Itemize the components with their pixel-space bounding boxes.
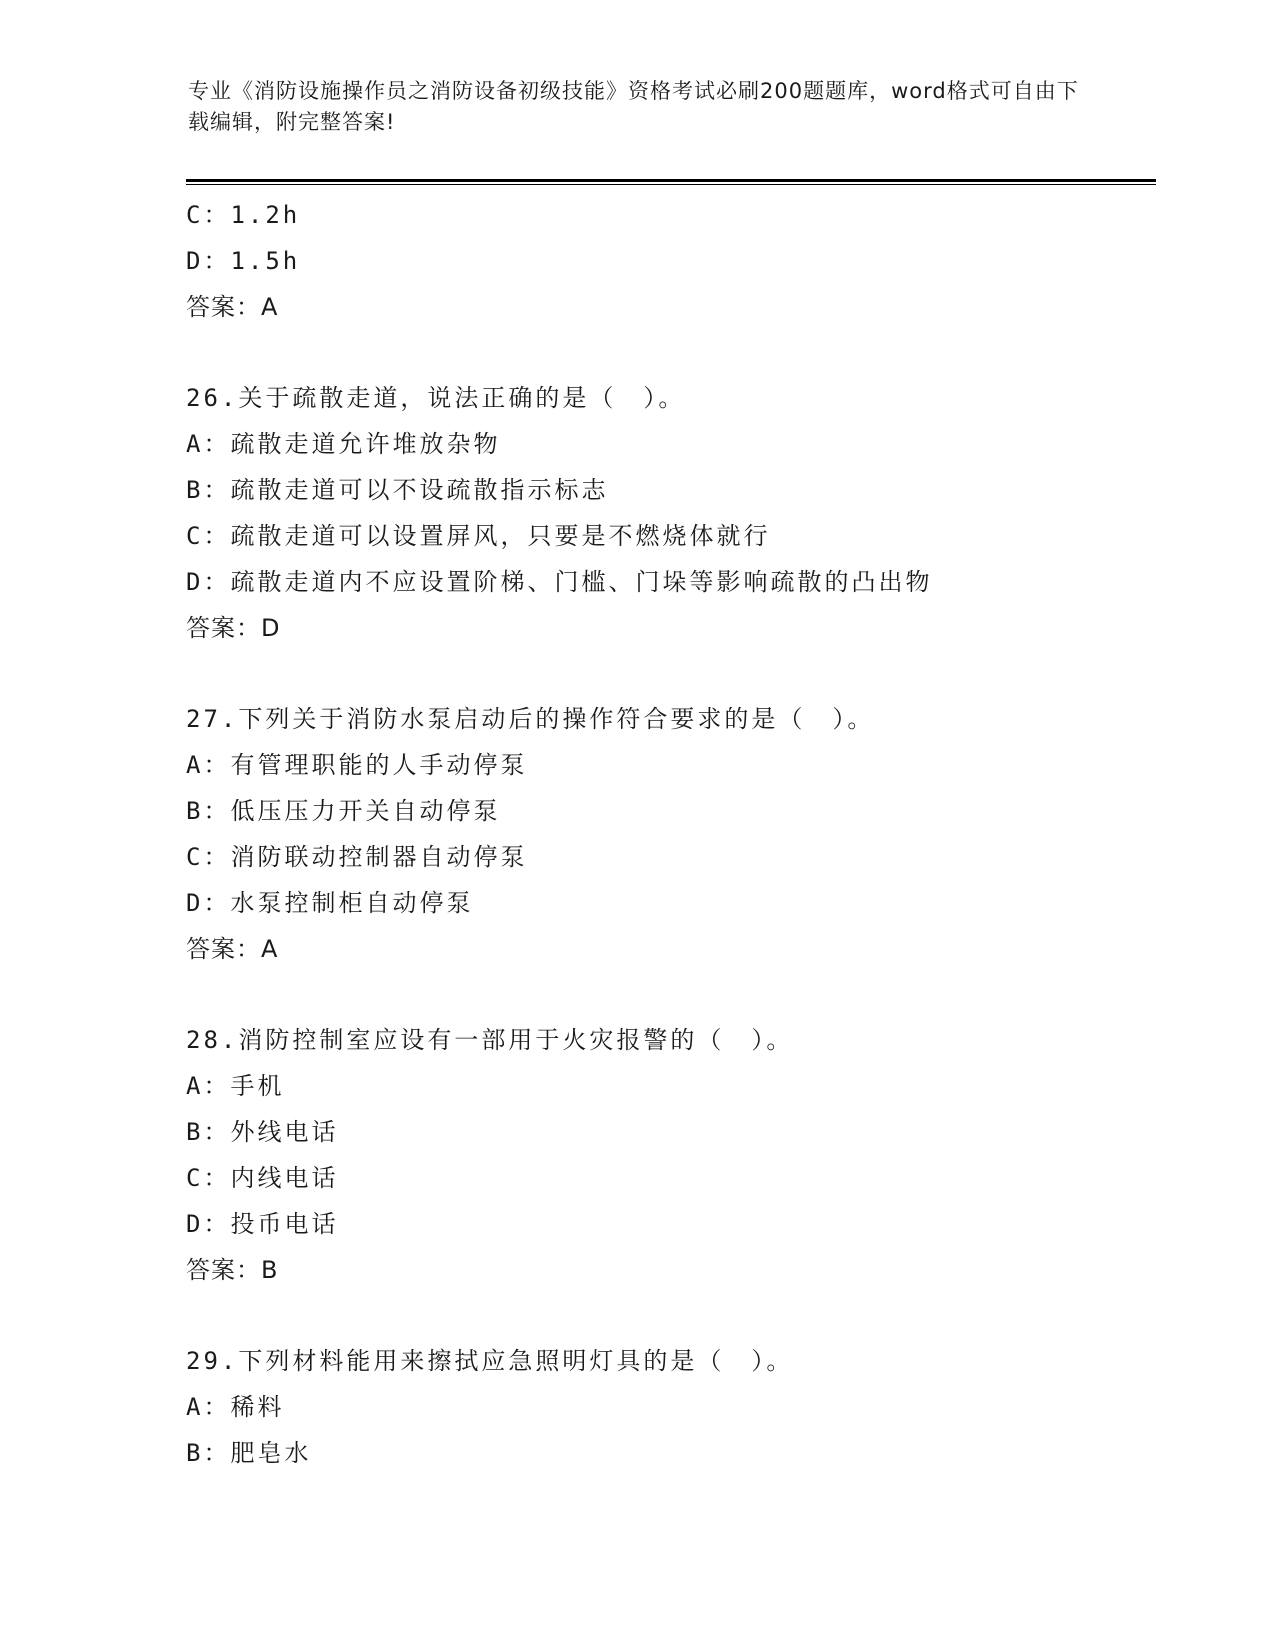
question-28 [186,1017,1156,1293]
option-b: B：肥皂水 [186,1439,312,1467]
option-c: C：内线电话 [186,1164,339,1192]
option-b: B：外线电话 [186,1118,339,1146]
question-25-continued [186,192,1156,330]
question-stem: 29.下列材料能用来擦拭应急照明灯具的是（ ）。 [186,1347,794,1375]
header-divider-thin [186,184,1156,185]
header-divider-thick [186,179,1156,182]
option-c: C：1.2h [186,201,301,229]
answer: 答案：A [186,293,279,321]
option-d: D：1.5h [186,247,301,275]
option-c: C：消防联动控制器自动停泵 [186,843,528,871]
spacer [186,330,1156,375]
spacer [186,1293,1156,1338]
option-d: D：投币电话 [186,1210,339,1238]
option-a: A：有管理职能的人手动停泵 [186,751,528,779]
option-a: A：手机 [186,1072,285,1100]
option-b: B：疏散走道可以不设疏散指示标志 [186,476,609,504]
question-29 [186,1338,1156,1476]
question-stem: 28.消防控制室应设有一部用于火灾报警的（ ）。 [186,1026,794,1054]
option-a: A：稀料 [186,1393,285,1421]
option-a: A：疏散走道允许堆放杂物 [186,430,501,458]
question-26 [186,375,1156,651]
answer: 答案：D [186,614,281,642]
document-header: 专业《消防设施操作员之消防设备初级技能》资格考试必刷200题题库，word格式可自由下载编辑，附完整答案! [188,79,1079,134]
option-d: D：水泵控制柜自动停泵 [186,889,474,917]
spacer [186,972,1156,1017]
question-stem: 27.下列关于消防水泵启动后的操作符合要求的是（ ）。 [186,705,875,733]
option-d: D：疏散走道内不应设置阶梯、门槛、门垛等影响疏散的凸出物 [186,568,933,596]
option-c: C：疏散走道可以设置屏风，只要是不燃烧体就行 [186,522,771,550]
answer: 答案：A [186,935,279,963]
question-list [186,192,1156,1476]
question-stem: 26.关于疏散走道，说法正确的是（ ）。 [186,384,686,412]
answer: 答案：B [186,1256,279,1284]
option-b: B：低压压力开关自动停泵 [186,797,501,825]
spacer [186,651,1156,696]
question-27 [186,696,1156,972]
